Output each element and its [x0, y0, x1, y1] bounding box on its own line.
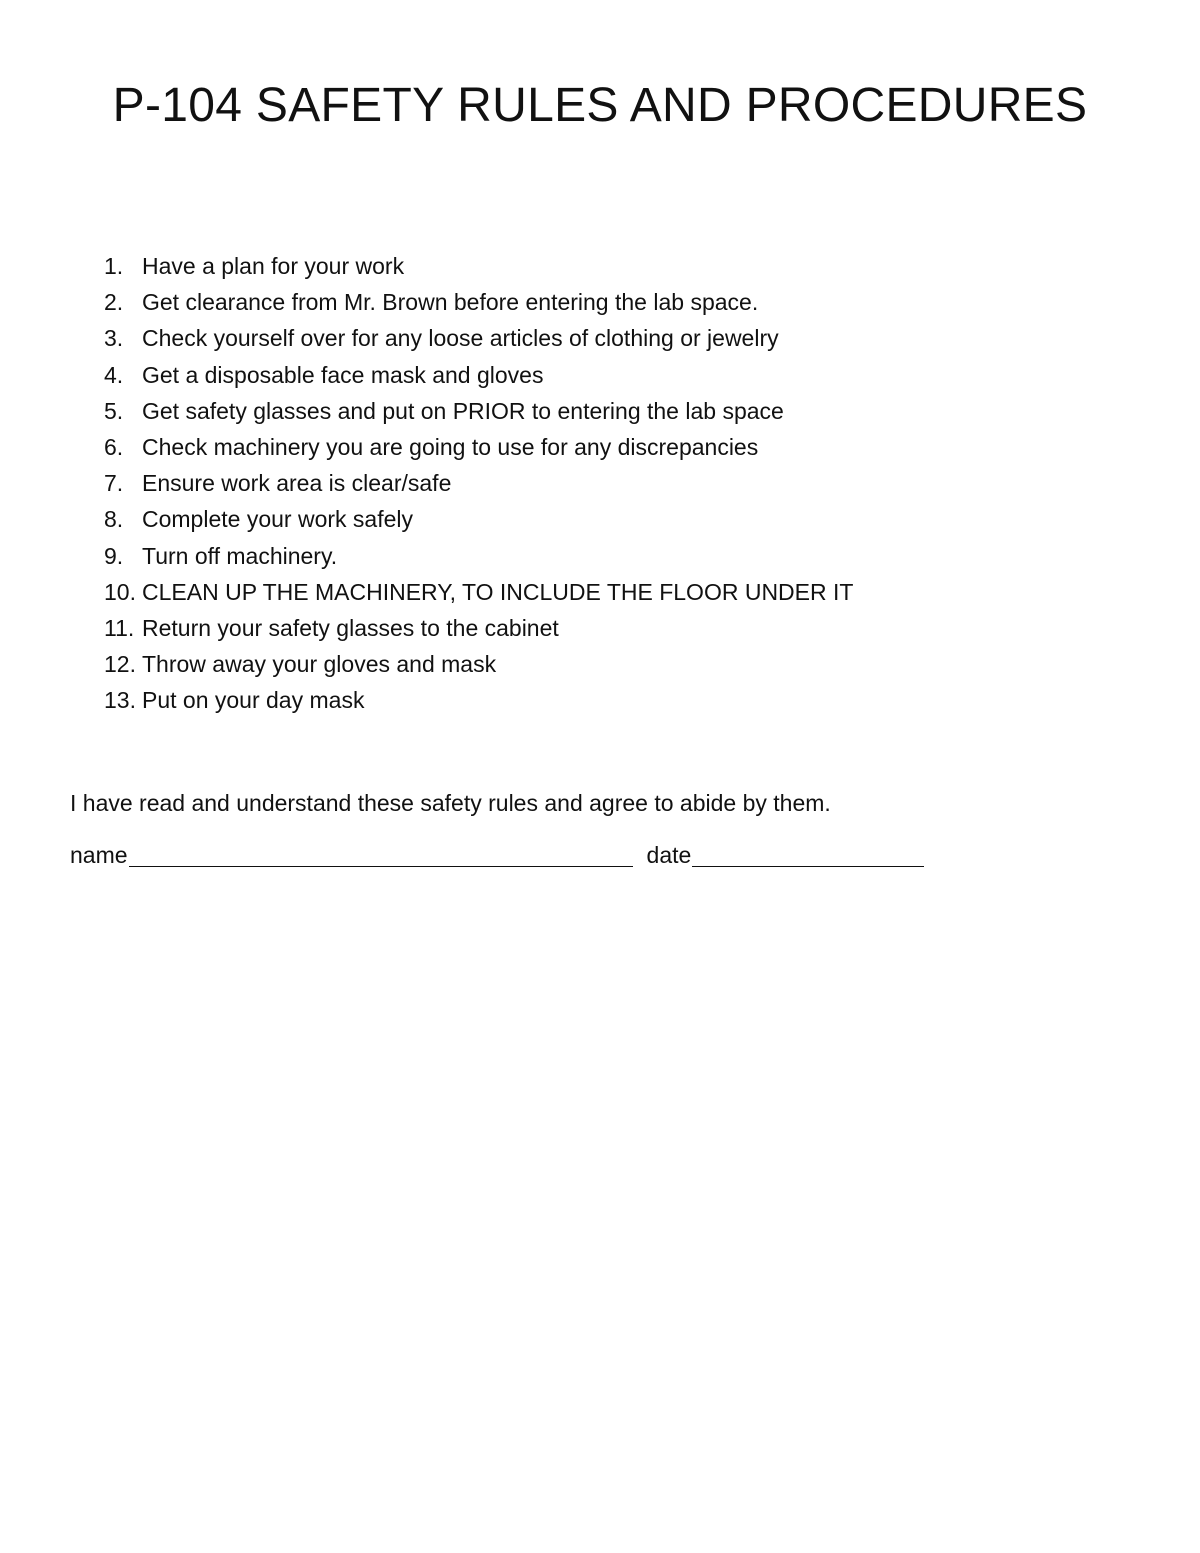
rules-list	[104, 248, 853, 718]
page-title: P-104 SAFETY RULES AND PROCEDURES	[112, 79, 1088, 132]
rule-text: Have a plan for your work	[142, 253, 405, 279]
signature-line	[70, 838, 924, 872]
rule-text: Return your safety glasses to the cabinet	[142, 614, 559, 641]
list-item	[104, 501, 853, 537]
rule-number: 1.	[104, 253, 124, 279]
list-item	[104, 682, 853, 718]
rule-number: 9.	[104, 542, 124, 569]
rule-number: 5.	[104, 397, 124, 424]
rule-number: 13.	[104, 687, 136, 714]
rule-text: Check machinery you are going to use for any discrepancies	[142, 433, 759, 460]
rule-text: Get safety glasses and put on PRIOR to entering the lab space	[142, 397, 784, 424]
list-item	[104, 538, 853, 574]
rule-number: 8.	[104, 506, 124, 533]
list-item	[104, 465, 853, 501]
list-item	[104, 284, 853, 320]
list-item	[104, 646, 853, 682]
rule-number: 2.	[104, 289, 124, 316]
date-blank	[692, 842, 924, 867]
list-item	[104, 393, 853, 429]
date-label: date	[646, 842, 692, 868]
rule-text: Put on your day mask	[142, 687, 365, 714]
rule-text: Complete your work safely	[142, 506, 413, 533]
list-item	[104, 320, 853, 356]
rule-number: 11.	[104, 614, 135, 641]
rule-number: 10.	[104, 578, 136, 605]
rule-number: 4.	[104, 361, 124, 388]
list-item	[104, 248, 853, 284]
rule-text: Turn off machinery.	[142, 542, 338, 569]
rule-text: Ensure work area is clear/safe	[142, 470, 452, 497]
list-item	[104, 357, 853, 393]
rule-number: 7.	[104, 470, 124, 497]
rule-number: 12.	[104, 651, 136, 678]
list-item	[104, 610, 853, 646]
list-item	[104, 574, 853, 610]
list-item	[104, 429, 853, 465]
rule-number: 6.	[104, 433, 124, 460]
rule-text: CLEAN UP THE MACHINERY, TO INCLUDE THE FLOOR UNDER IT	[142, 578, 854, 605]
rule-text: Get a disposable face mask and gloves	[142, 361, 544, 388]
name-label: name	[70, 842, 128, 868]
name-blank	[129, 842, 633, 867]
rule-text: Check yourself over for any loose articles of clothing or jewelry	[142, 325, 779, 352]
rule-text: Get clearance from Mr. Brown before entering the lab space.	[142, 289, 759, 316]
agreement-statement: I have read and understand these safety rules and agree to abide by them.	[70, 790, 831, 816]
rule-text: Throw away your gloves and mask	[142, 651, 497, 678]
rule-number: 3.	[104, 325, 124, 352]
